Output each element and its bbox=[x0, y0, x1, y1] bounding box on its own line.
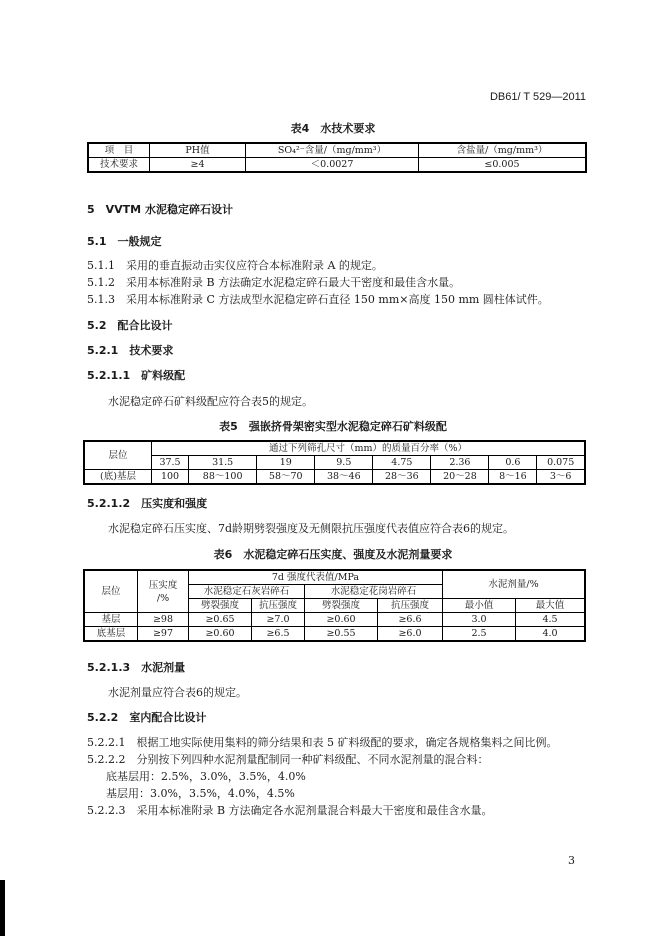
table5-sieve: 19 bbox=[257, 456, 315, 470]
clause-5-2-1-3-text: 水泥剂量应符合表6的规定。 bbox=[108, 686, 247, 699]
section-5-2-1-3-title: 5.2.1.3 水泥剂量 bbox=[87, 661, 186, 674]
table6-cell: ≥0.60 bbox=[189, 627, 252, 642]
scan-margin-mark bbox=[0, 880, 5, 936]
table6-cell: 3.0 bbox=[443, 613, 516, 627]
clause-5-1-2: 5.1.2 采用本标准附录 B 方法确定水泥稳定碎石最大干密度和最佳含水量。 bbox=[87, 276, 461, 289]
table6-cell: ≥6.6 bbox=[378, 613, 443, 627]
section-5-2-1-2-title: 5.2.1.2 压实度和强度 bbox=[87, 497, 208, 510]
table5-cell: 38～46 bbox=[315, 470, 373, 485]
table6-cell: 基层 bbox=[84, 613, 138, 627]
table6-cell: 4.0 bbox=[516, 627, 586, 642]
table6-cell: ≥6.5 bbox=[252, 627, 305, 642]
table5-cell: 20～28 bbox=[431, 470, 489, 485]
table5-sieve: 4.75 bbox=[373, 456, 431, 470]
table5 bbox=[83, 440, 586, 485]
section-5-2-1-title: 5.2.1 技术要求 bbox=[87, 344, 174, 357]
table6-header: 7d 强度代表值/MPa bbox=[189, 570, 443, 585]
table6-header: 劈裂强度 bbox=[305, 599, 378, 613]
table4 bbox=[87, 142, 587, 173]
table5-caption: 表5 强嵌挤骨架密实型水泥稳定碎石矿料级配 bbox=[219, 420, 447, 433]
table6-cell: ≥97 bbox=[138, 627, 189, 642]
table5-header: 层位 bbox=[84, 441, 152, 470]
table4-cell: ＜0.0027 bbox=[246, 158, 419, 173]
table5-sieve: 37.5 bbox=[152, 456, 189, 470]
section-5-2-2-title: 5.2.2 室内配合比设计 bbox=[87, 711, 207, 724]
table5-cell: 58～70 bbox=[257, 470, 315, 485]
clause-5-1-1: 5.1.1 采用的垂直振动击实仪应符合本标准附录 A 的规定。 bbox=[87, 259, 383, 272]
subbase-dosages: 底基层用：2.5%，3.0%，3.5%，4.0% bbox=[106, 770, 306, 783]
clause-5-2-2-3: 5.2.2.3 采用本标准附录 B 方法确定各水泥剂量混合料最大干密度和最佳含水量。 bbox=[87, 804, 493, 817]
table5-header: 通过下列筛孔尺寸（mm）的质量百分率（%） bbox=[152, 441, 586, 456]
table6-header: 劈裂强度 bbox=[189, 599, 252, 613]
table4-header: SO₄²⁻含量/（mg/mm³） bbox=[246, 143, 419, 158]
table5-sieve: 0.075 bbox=[537, 456, 585, 470]
clause-5-1-3: 5.1.3 采用本标准附录 C 方法成型水泥稳定碎石直径 150 mm×高度 150 mm 圆柱体试件。 bbox=[87, 293, 549, 306]
table6-header: 层位 bbox=[84, 570, 138, 613]
table6-header: 水泥稳定花岗岩碎石 bbox=[305, 585, 443, 599]
table5-row-label: (底)基层 bbox=[84, 470, 152, 485]
table6-cell: 底基层 bbox=[84, 627, 138, 642]
table6-header: 最大值 bbox=[516, 599, 586, 613]
clause-5-2-2-1: 5.2.2.1 根据工地实际使用集料的筛分结果和表 5 矿料级配的要求，确定各规格集料之间比例。 bbox=[87, 736, 558, 749]
table4-cell: ≤0.005 bbox=[419, 158, 587, 173]
table6-cell: ≥6.0 bbox=[378, 627, 443, 642]
section-5-2-title: 5.2 配合比设计 bbox=[87, 319, 173, 332]
table4-cell: ≥4 bbox=[150, 158, 246, 173]
clause-5-2-1-1-text: 水泥稳定碎石矿料级配应符合表5的规定。 bbox=[108, 395, 313, 408]
table5-cell: 100 bbox=[152, 470, 189, 485]
table6-caption: 表6 水泥稳定碎石压实度、强度及水泥剂量要求 bbox=[213, 548, 453, 561]
table6-header: 水泥剂量/% bbox=[443, 570, 586, 599]
table6-header: 压实度 /% bbox=[138, 570, 189, 613]
table6-cell: ≥98 bbox=[138, 613, 189, 627]
table4-caption: 表4 水技术要求 bbox=[290, 122, 376, 135]
clause-5-2-2-2: 5.2.2.2 分别按下列四种水泥剂量配制同一种矿料级配、不同水泥剂量的混合料： bbox=[87, 753, 489, 766]
table4-cell: 技术要求 bbox=[88, 158, 150, 173]
standard-code: DB61/ T 529—2011 bbox=[489, 91, 586, 103]
table6 bbox=[83, 569, 586, 642]
table6-cell: 4.5 bbox=[516, 613, 586, 627]
table5-sieve: 2.36 bbox=[431, 456, 489, 470]
table6-cell: ≥0.65 bbox=[189, 613, 252, 627]
table5-sieve: 31.5 bbox=[189, 456, 257, 470]
section-5-title: 5 VVTM 水泥稳定碎石设计 bbox=[87, 203, 233, 216]
table6-cell: 2.5 bbox=[443, 627, 516, 642]
table4-header: PH值 bbox=[150, 143, 246, 158]
section-5-2-1-1-title: 5.2.1.1 矿料级配 bbox=[87, 369, 186, 382]
table6-header: 最小值 bbox=[443, 599, 516, 613]
table6-header: 水泥稳定石灰岩碎石 bbox=[189, 585, 305, 599]
clause-5-2-1-2-text: 水泥稳定碎石压实度、7d龄期劈裂强度及无侧限抗压强度代表值应符合表6的规定。 bbox=[108, 522, 515, 535]
table6-header: 抗压强度 bbox=[252, 599, 305, 613]
table4-header: 项 目 bbox=[88, 143, 150, 158]
table4-header: 含盐量/（mg/mm³） bbox=[419, 143, 587, 158]
table5-cell: 88～100 bbox=[189, 470, 257, 485]
table5-cell: 8～16 bbox=[489, 470, 537, 485]
table5-cell: 3～6 bbox=[537, 470, 585, 485]
table6-cell: ≥0.60 bbox=[305, 613, 378, 627]
table5-sieve: 9.5 bbox=[315, 456, 373, 470]
section-5-1-title: 5.1 一般规定 bbox=[87, 235, 162, 248]
table5-sieve: 0.6 bbox=[489, 456, 537, 470]
table6-cell: ≥0.55 bbox=[305, 627, 378, 642]
base-dosages: 基层用：3.0%，3.5%，4.0%，4.5% bbox=[106, 787, 295, 800]
table6-header: 抗压强度 bbox=[378, 599, 443, 613]
table5-cell: 28～36 bbox=[373, 470, 431, 485]
table6-cell: ≥7.0 bbox=[252, 613, 305, 627]
page-number: 3 bbox=[568, 854, 575, 867]
